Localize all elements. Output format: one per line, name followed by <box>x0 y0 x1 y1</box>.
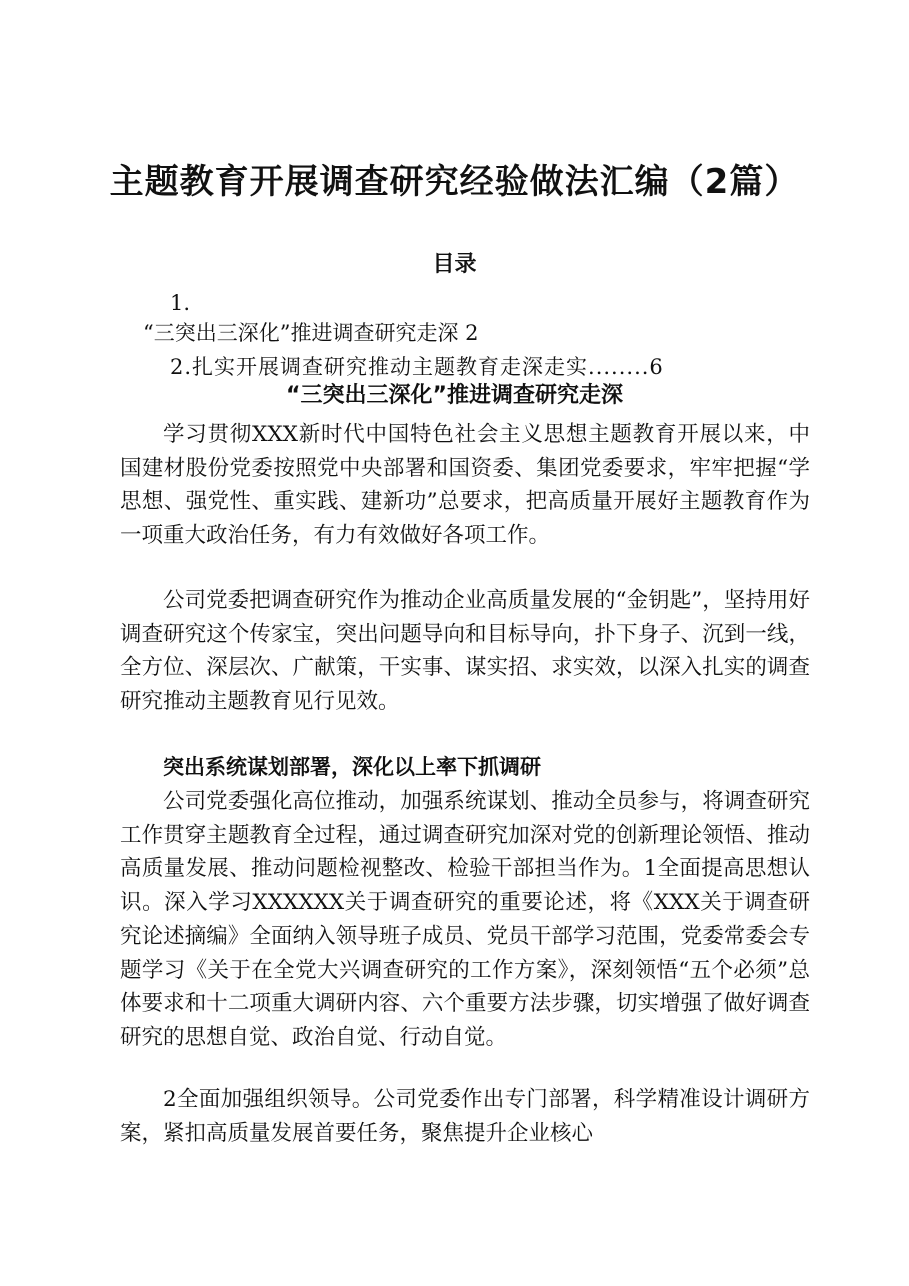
toc-heading: 目录 <box>432 252 477 277</box>
body-paragraph: 公司党委把调查研究作为推动企业高质量发展的“金钥匙”，坚持用好调查研究这个传家宝，突出问题导向和目标导向，扑下身子、沉到一线，全方位、深层次、广献策，干实事、谋实招、求实效，以深入扎实的调查研究推动主题教育见行见效。 <box>120 588 810 715</box>
body-paragraph: 公司党委强化高位推动，加强系统谋划、推动全员参与，将调查研究工作贯穿主题教育全过程，通过调查研究加深对党的创新理论领悟、推动高质量发展、推动问题检视整改、检验干部担当作为。1全面提高思想认识。深入学习XXXXXX关于调查研究的重要论述，将《XXX关于调查研究论述摘编》全面纳入领导班子成员、党员干部学习范围，党委常委会专题学习《关于在全党大兴调查研究的工作方案》，深刻领悟“五个必须”总体要求和十二项重大调研内容、六个重要方法步骤，切实增强了做好调查研究的思想自觉、政治自觉、行动自觉。 <box>120 789 810 1050</box>
toc-entry-2: 2.扎实开展调查研究推动主题教育走深走实........6 <box>170 355 664 379</box>
document-title: 主题教育开展调查研究经验做法汇编（2篇） <box>109 162 800 202</box>
body-paragraph: 学习贯彻XXX新时代中国特色社会主义思想主题教育开展以来，中国建材股份党委按照党中央部署和国资委、集团党委要求，牢牢把握“学思想、强党性、重实践、建新功”总要求，把高质量开展好主题教育作为一项重大政治任务，有力有效做好各项工作。 <box>120 422 810 549</box>
section-title: “三突出三深化”推进调查研究走深 <box>286 383 623 408</box>
toc-entry-1: “三突出三深化”推进调查研究走深 2 <box>143 321 479 345</box>
body-paragraph: 2全面加强组织领导。公司党委作出专门部署，科学精准设计调研方案，紧扣高质量发展首要任务，聚焦提升企业核心 <box>120 1087 810 1146</box>
subheading: 突出系统谋划部署，深化以上率下抓调研 <box>163 755 541 779</box>
toc-entry-1-number: 1. <box>170 291 191 315</box>
